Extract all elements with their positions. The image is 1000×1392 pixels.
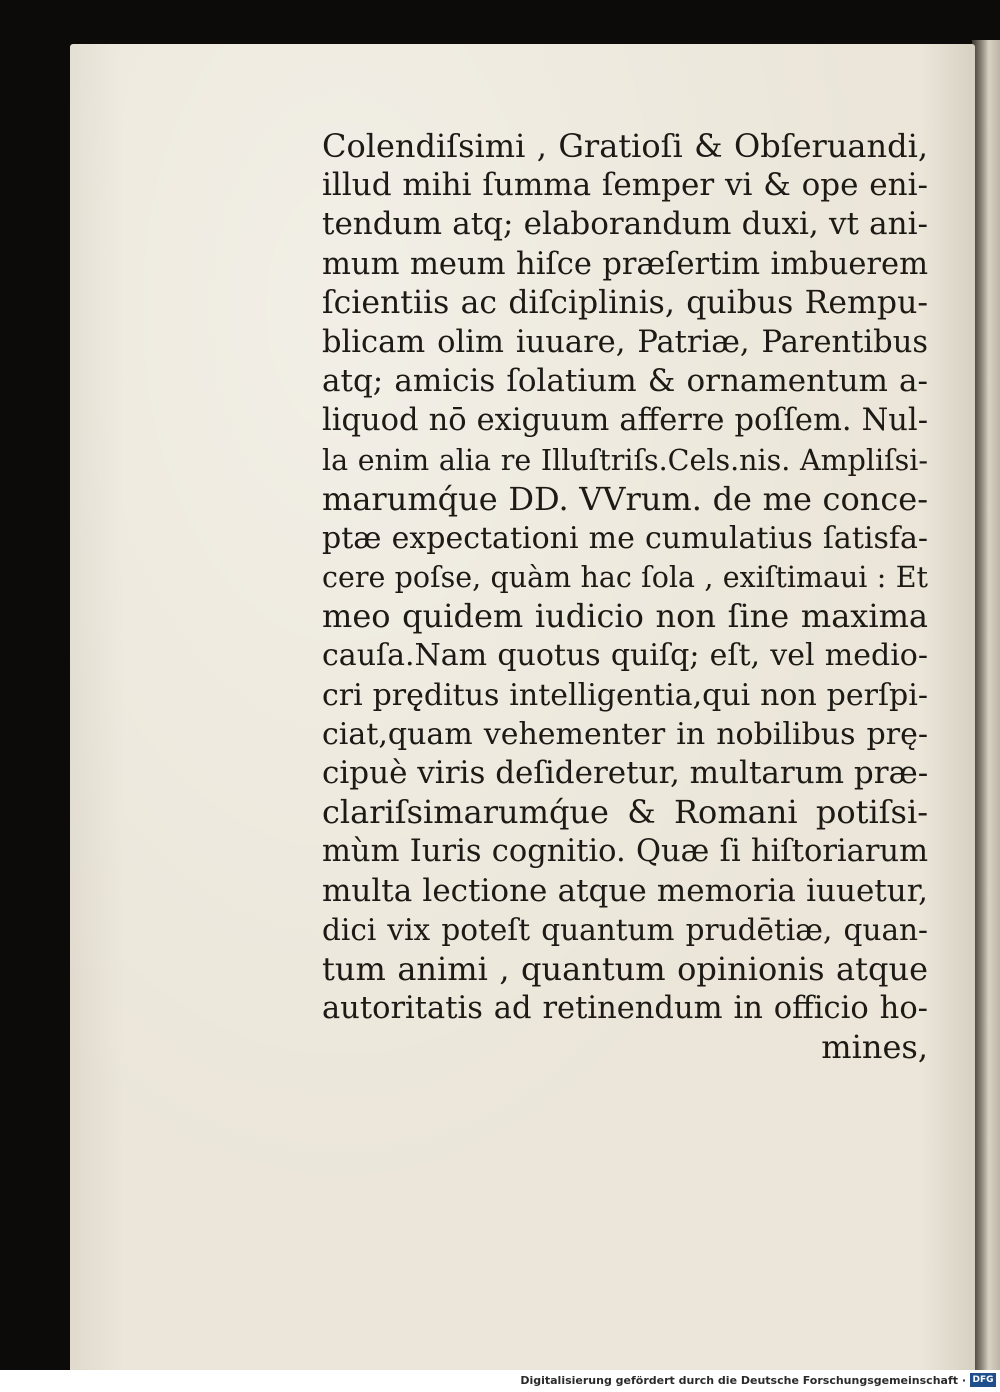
text-line: blicam olim iuuare, Patriæ, Parentibus: [322, 324, 928, 360]
text-line: cri prę̨ditus intelligentia,qui non perſpi-: [322, 677, 928, 713]
text-line: liquod nō exiguum afferre poſſem. Nul-: [322, 403, 928, 439]
text-line: meo quidem iudicio non ſine maxima: [322, 597, 928, 636]
text-line: clariſsimarumq́ue & Romani potiſsi-: [322, 793, 928, 832]
text-line: ptæ expectationi me cumulatius ſatisfa-: [322, 520, 928, 556]
catchword: mines,: [821, 1028, 928, 1067]
text-line: illud mihi ſumma ſemper vi & ope eni-: [322, 167, 928, 204]
funding-credit: Digitalisierung gefördert durch die Deutsche Forschungsgemeinschaft ·: [520, 1374, 966, 1387]
text-line: cere poſse, quàm hac ſola , exiſtimaui : Et: [322, 561, 928, 595]
text-line: multa lectione atque memoria iuuetur,: [322, 872, 928, 909]
text-line: ciat,quam vehementer in nobilibus prę-: [322, 716, 928, 752]
text-line: tum animi , quantum opinionis atque: [322, 949, 928, 988]
text-line: marumq́ue DD. VVrum. de me concе-: [322, 479, 928, 518]
text-line: autoritatis ad retinendum in officio ho-: [322, 991, 928, 1027]
text-line: mum meum hiſce præſertim imbuerem: [322, 246, 928, 282]
footer-bar: [0, 1370, 1000, 1392]
text-line: cipuè viris deſideretur, multarum præ-: [322, 755, 929, 791]
text-line: tendum atq; elaborandum duxi, vt ani-: [322, 206, 928, 243]
text-line: la enim alia re Illuſtriſs.Cels.nis. Ampliſsi-: [322, 443, 928, 477]
text-line: dici vix poteſt quantum prudētiæ, quan-: [322, 912, 928, 947]
text-line: mùm Iuris cognitio. Quæ ſi hiſtoriarum: [322, 834, 928, 870]
book-gutter: [972, 40, 1000, 1370]
text-line: ſcientiis ac diſciplinis, quibus Rempu-: [322, 284, 928, 321]
dfg-logo: DFG: [970, 1373, 996, 1387]
text-line: atq; amicis ſolatium & ornamentum a-: [322, 363, 928, 400]
body-text: [322, 127, 928, 1068]
text-line: Colendiſsimi , Gratioſi & Obſeruandi,: [322, 127, 928, 165]
text-line: cauſa.Nam quotus quiſq; eſt, vel medio-: [322, 638, 928, 674]
